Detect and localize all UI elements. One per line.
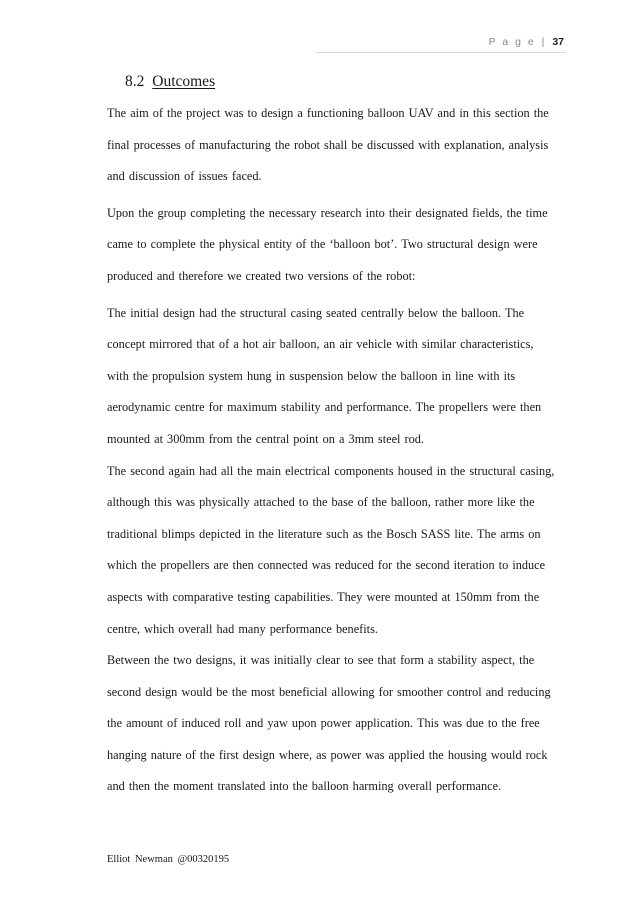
page-separator: | <box>541 36 545 48</box>
footer-author: Elliot Newman @00320195 <box>107 854 230 865</box>
text-line: centre, which overall had many performance benefits. <box>107 621 378 636</box>
text-line: The second again had all the main electrical components housed in the structural casing, <box>107 463 555 478</box>
text-line: Between the two designs, it was initially clear to see that form a stability aspect, the <box>107 653 535 668</box>
text-line: and discussion of issues faced. <box>107 169 262 184</box>
text-line: which the propellers are then connected was reduced for the second iteration to induce <box>107 558 546 573</box>
section-heading <box>125 73 215 91</box>
text-line: concept mirrored that of a hot air balloon, an air vehicle with similar characteristics, <box>107 337 534 352</box>
text-line: mounted at 300mm from the central point on a 3mm steel rod. <box>107 431 424 446</box>
section-number: 8.2 <box>125 73 145 90</box>
text-line: second design would be the most beneficial allowing for smoother control and reducing <box>107 684 551 699</box>
section-title: Outcomes <box>152 73 216 90</box>
paragraph-intro <box>107 104 567 199</box>
paragraph-comparison <box>107 651 567 809</box>
page-header <box>489 36 564 48</box>
page-label: P a g e <box>488 36 536 48</box>
text-line: hanging nature of the first design where, as power was applied the housing would rock <box>107 747 548 762</box>
text-line: came to complete the physical entity of the ‘balloon bot’. Two structural design were <box>107 237 538 252</box>
text-line: with the propulsion system hung in suspension below the balloon in line with its <box>107 368 516 383</box>
text-line: the amount of induced roll and yaw upon power application. This was due to the free <box>107 716 540 731</box>
body-text <box>107 104 567 809</box>
text-line: and then the moment translated into the balloon harming overall performance. <box>107 779 502 794</box>
page-number: 37 <box>552 36 564 48</box>
text-line: The initial design had the structural casing seated centrally below the balloon. The <box>107 305 525 320</box>
text-line: aerodynamic centre for maximum stability and performance. The propellers were then <box>107 400 542 415</box>
text-line: produced and therefore we created two versions of the robot: <box>107 268 416 283</box>
paragraph-second-design <box>107 462 567 652</box>
paragraph-research <box>107 204 567 299</box>
header-divider <box>316 52 566 53</box>
text-line: aspects with comparative testing capabilities. They were mounted at 150mm from the <box>107 589 540 604</box>
text-line: final processes of manufacturing the robot shall be discussed with explanation, analysis <box>107 137 549 152</box>
text-line: although this was physically attached to the base of the balloon, rather more like the <box>107 495 535 510</box>
paragraph-initial-design <box>107 304 567 462</box>
text-line: Upon the group completing the necessary research into their designated fields, the time <box>107 205 548 220</box>
text-line: traditional blimps depicted in the literature such as the Bosch SASS lite. The arms on <box>107 526 541 541</box>
text-line: The aim of the project was to design a functioning balloon UAV and in this section the <box>107 106 549 120</box>
page-footer <box>107 854 229 865</box>
